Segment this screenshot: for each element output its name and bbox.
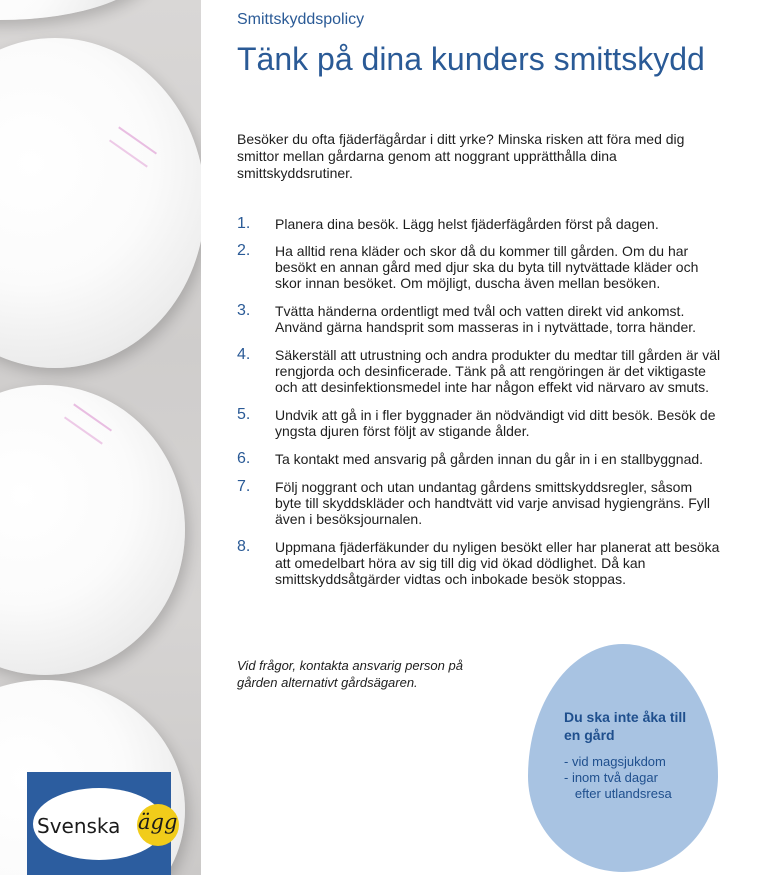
- step-text: Undvik att gå in i fler byggnader än nödvändigt vid ditt besök. Besök de yngsta djuren först följt av stigande ålder.: [275, 407, 716, 439]
- step-number: 8.: [237, 538, 251, 555]
- contact-note: Vid frågor, kontakta ansvarig person på gården alternativt gårdsägaren.: [237, 658, 463, 690]
- step-text: Säkerställ att utrustning och andra produkter du medtar till gården är väl rengjorda och desinficerade. Tänk på att rengöringen är det viktigaste och att desinfektionsmedel inte har någon effekt vid närvaro av smuts.: [275, 347, 721, 395]
- step-number: 5.: [237, 406, 251, 423]
- step-number: 4.: [237, 346, 251, 363]
- step-number: 6.: [237, 450, 251, 467]
- list-item: - inom två dagar: [564, 770, 658, 785]
- list-item: [237, 216, 722, 232]
- step-text: Följ noggrant och utan undantag gårdens smittskyddsregler, såsom byte till skyddskläder och handtvätt vid varje anvisad hygiengräns. Fyll även i besöksjournalen.: [275, 479, 710, 527]
- step-number: 3.: [237, 302, 251, 319]
- list-item: [237, 407, 722, 439]
- intro-paragraph: Besöker du ofta fjäderfägårdar i ditt yrke? Minska risken att föra med dig smittor mellan gårdarna genom att noggrant upprätthålla dina smittskyddsrutiner.: [237, 131, 685, 181]
- list-item: [237, 451, 722, 467]
- egg-image: [0, 38, 201, 368]
- travel-warning-callout: [528, 644, 718, 872]
- step-text: Ta kontakt med ansvarig på gården innan du går in i en stallbyggnad.: [275, 451, 704, 467]
- logo-word: Svenska: [37, 814, 121, 838]
- list-item: - vid magsjukdom: [564, 754, 666, 769]
- step-text: Planera dina besök. Lägg helst fjäderfägården först på dagen.: [275, 216, 659, 232]
- list-item: [237, 347, 722, 395]
- list-item: efter utlandsresa: [564, 786, 672, 801]
- step-text: Tvätta händerna ordentligt med tvål och vatten direkt vid ankomst. Använd gärna handsprit som masseras in i nytvättade, torra händer.: [275, 303, 697, 335]
- step-number: 1.: [237, 215, 251, 232]
- steps-list: [237, 216, 722, 587]
- list-item: [237, 303, 722, 335]
- list-item: [237, 539, 722, 587]
- egg-image: [0, 385, 185, 675]
- step-number: 7.: [237, 478, 251, 495]
- callout-title: Du ska inte åka till en gård: [564, 709, 687, 743]
- list-item: [237, 479, 722, 527]
- step-number: 2.: [237, 242, 251, 259]
- egg-tray-photo: [0, 0, 201, 875]
- egg-image: [0, 0, 150, 20]
- step-text: Uppmana fjäderfäkunder du nyligen besökt eller har planerat att besöka att omedelbart höra av sig till dig vid ökad dödlighet. Då kan smittskyddsåtgärder vidtas och inbokade besök stoppas.: [275, 539, 720, 587]
- page-title: Tänk på dina kunders smittskydd: [237, 41, 705, 77]
- section-kicker: Smittskyddspolicy: [237, 11, 365, 28]
- list-item: [237, 243, 722, 291]
- callout-list: [564, 754, 672, 802]
- logo-word: ägg: [138, 810, 178, 834]
- svenska-agg-logo: [27, 772, 178, 875]
- step-text: Ha alltid rena kläder och skor då du kommer till gården. Om du har besökt en annan gård med djur ska du byta till nytvättade kläder och skor innan besöket. Om möjligt, duscha även mellan besöken.: [275, 243, 699, 291]
